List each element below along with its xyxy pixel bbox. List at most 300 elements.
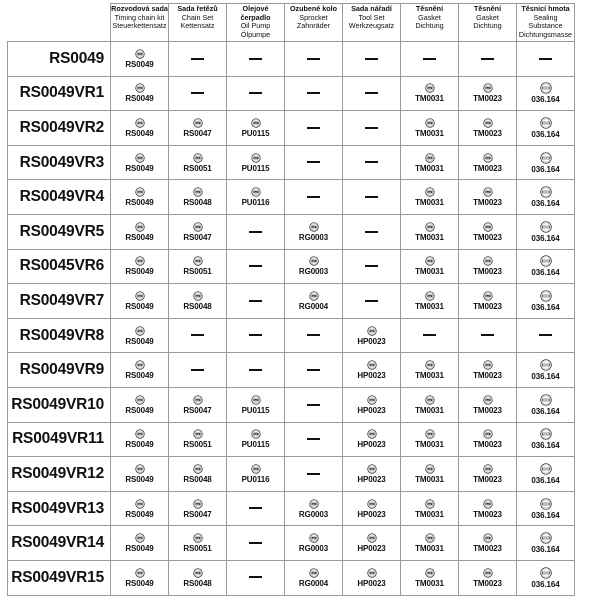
part-cell bbox=[111, 353, 169, 388]
dash-icon bbox=[249, 265, 262, 267]
part-cell bbox=[517, 180, 575, 215]
part-entry bbox=[111, 360, 168, 380]
table-row bbox=[8, 42, 575, 77]
brand-logo-icon bbox=[193, 568, 203, 578]
header-corner bbox=[8, 4, 111, 42]
brand-logo-icon bbox=[193, 187, 203, 197]
part-code: PU0116 bbox=[241, 198, 270, 208]
part-entry bbox=[227, 395, 284, 415]
part-code: HP0023 bbox=[357, 544, 386, 554]
model-code: RS0049VR8 bbox=[8, 318, 111, 353]
part-cell bbox=[285, 111, 343, 146]
part-code: 036.164 bbox=[531, 199, 560, 209]
part-cell bbox=[401, 457, 459, 492]
dash-icon bbox=[191, 58, 204, 60]
model-code: RS0049VR7 bbox=[8, 284, 111, 319]
brand-logo-icon bbox=[251, 153, 261, 163]
part-entry bbox=[111, 395, 168, 415]
part-code: RS0049 bbox=[125, 440, 154, 450]
part-code: HP0023 bbox=[357, 509, 386, 519]
part-cell bbox=[227, 387, 285, 422]
part-code: RS0049 bbox=[125, 128, 154, 138]
header-german-label: Dichtung bbox=[415, 21, 444, 31]
part-code: TM0031 bbox=[415, 301, 444, 311]
column-header-5 bbox=[343, 4, 401, 42]
part-cell bbox=[401, 76, 459, 111]
brand-logo-icon bbox=[483, 360, 493, 370]
part-entry bbox=[169, 187, 226, 207]
model-code: RS0049VR5 bbox=[8, 214, 111, 249]
dash-icon bbox=[307, 473, 320, 475]
brand-logo-icon bbox=[135, 118, 145, 128]
sealant-logo-icon bbox=[540, 359, 552, 371]
part-cell bbox=[227, 42, 285, 77]
brand-logo-icon bbox=[367, 533, 377, 543]
table-row bbox=[8, 284, 575, 319]
part-code: TM0023 bbox=[473, 94, 502, 104]
sealant-logo-icon bbox=[540, 532, 552, 544]
sealant-logo-icon bbox=[540, 255, 552, 267]
brand-logo-icon bbox=[483, 395, 493, 405]
brand-logo-icon bbox=[367, 360, 377, 370]
part-entry bbox=[517, 359, 574, 381]
model-code: RS0049VR3 bbox=[8, 145, 111, 180]
column-header-6 bbox=[401, 4, 459, 42]
dash-icon bbox=[249, 92, 262, 94]
header-czech-label: Rozvodová sada bbox=[111, 4, 168, 13]
part-code: RS0048 bbox=[183, 474, 212, 484]
dash-icon bbox=[191, 92, 204, 94]
part-cell bbox=[111, 318, 169, 353]
dash-icon bbox=[249, 231, 262, 233]
part-entry bbox=[111, 49, 168, 69]
part-cell bbox=[517, 353, 575, 388]
brand-logo-icon bbox=[425, 568, 435, 578]
part-entry bbox=[459, 360, 516, 380]
sealant-logo-icon bbox=[540, 567, 552, 579]
part-cell bbox=[227, 249, 285, 284]
part-entry bbox=[459, 291, 516, 311]
header-czech-label: Olejové čerpadlo bbox=[240, 4, 271, 22]
part-code: PU0115 bbox=[241, 163, 270, 173]
part-code: TM0023 bbox=[473, 163, 502, 173]
part-cell bbox=[285, 284, 343, 319]
table-row bbox=[8, 526, 575, 561]
brand-logo-icon bbox=[193, 464, 203, 474]
dash-icon bbox=[307, 438, 320, 440]
part-code: RS0047 bbox=[183, 405, 212, 415]
part-cell bbox=[401, 318, 459, 353]
brand-logo-icon bbox=[309, 568, 319, 578]
part-entry bbox=[459, 118, 516, 138]
dash-icon bbox=[307, 404, 320, 406]
brand-logo-icon bbox=[483, 256, 493, 266]
brand-logo-icon bbox=[483, 533, 493, 543]
part-entry bbox=[111, 83, 168, 103]
part-cell bbox=[459, 526, 517, 561]
part-entry bbox=[111, 464, 168, 484]
part-cell bbox=[227, 284, 285, 319]
part-code: TM0023 bbox=[473, 301, 502, 311]
part-entry bbox=[169, 533, 226, 553]
part-code: TM0023 bbox=[473, 371, 502, 381]
part-code: TM0031 bbox=[415, 232, 444, 242]
part-entry bbox=[285, 222, 342, 242]
part-cell bbox=[169, 111, 227, 146]
part-cell bbox=[459, 249, 517, 284]
part-entry bbox=[285, 533, 342, 553]
part-entry bbox=[227, 187, 284, 207]
part-cell bbox=[343, 318, 401, 353]
sealant-logo-icon bbox=[540, 117, 552, 129]
part-entry bbox=[343, 360, 400, 380]
part-cell bbox=[459, 145, 517, 180]
table-row bbox=[8, 491, 575, 526]
part-cell bbox=[343, 249, 401, 284]
part-code: TM0031 bbox=[415, 578, 444, 588]
table-row bbox=[8, 145, 575, 180]
dash-icon bbox=[307, 369, 320, 371]
part-code: TM0023 bbox=[473, 198, 502, 208]
part-cell bbox=[343, 180, 401, 215]
brand-logo-icon bbox=[425, 360, 435, 370]
brand-logo-icon bbox=[135, 568, 145, 578]
part-cell bbox=[401, 491, 459, 526]
part-code: TM0031 bbox=[415, 128, 444, 138]
part-cell bbox=[343, 284, 401, 319]
part-cell bbox=[459, 560, 517, 595]
part-cell bbox=[169, 457, 227, 492]
part-cell bbox=[459, 318, 517, 353]
model-code: RS0049VR12 bbox=[8, 457, 111, 492]
part-code: HP0023 bbox=[357, 336, 386, 346]
part-cell bbox=[111, 526, 169, 561]
part-entry bbox=[459, 395, 516, 415]
header-czech-label: Sada řetězů bbox=[177, 4, 218, 13]
part-entry bbox=[169, 429, 226, 449]
table-row bbox=[8, 180, 575, 215]
header-czech-label: Těsnění bbox=[473, 4, 502, 13]
brand-logo-icon bbox=[135, 499, 145, 509]
header-german-label: Zahnräder bbox=[296, 21, 331, 31]
part-code: 036.164 bbox=[531, 164, 560, 174]
brand-logo-icon bbox=[367, 326, 377, 336]
dash-icon bbox=[365, 300, 378, 302]
part-entry bbox=[343, 429, 400, 449]
part-code: RS0048 bbox=[183, 198, 212, 208]
part-code: HP0023 bbox=[357, 474, 386, 484]
part-cell bbox=[401, 284, 459, 319]
part-cell bbox=[517, 491, 575, 526]
dash-icon bbox=[365, 161, 378, 163]
table-body bbox=[8, 42, 575, 596]
brand-logo-icon bbox=[193, 118, 203, 128]
part-code: TM0031 bbox=[415, 474, 444, 484]
part-code: RS0049 bbox=[125, 301, 154, 311]
part-cell bbox=[459, 180, 517, 215]
part-entry bbox=[517, 221, 574, 243]
part-cell bbox=[111, 491, 169, 526]
part-cell bbox=[285, 422, 343, 457]
dash-icon bbox=[481, 58, 494, 60]
brand-logo-icon bbox=[367, 464, 377, 474]
part-entry bbox=[111, 187, 168, 207]
part-cell bbox=[227, 457, 285, 492]
part-entry bbox=[343, 533, 400, 553]
brand-logo-icon bbox=[193, 533, 203, 543]
sealant-logo-icon bbox=[540, 498, 552, 510]
model-code: RS0049VR9 bbox=[8, 353, 111, 388]
part-entry bbox=[343, 499, 400, 519]
part-cell bbox=[227, 353, 285, 388]
part-code: RS0049 bbox=[125, 94, 154, 104]
part-cell bbox=[459, 42, 517, 77]
brand-logo-icon bbox=[309, 533, 319, 543]
part-code: TM0023 bbox=[473, 232, 502, 242]
part-entry bbox=[111, 153, 168, 173]
part-code: TM0031 bbox=[415, 371, 444, 381]
column-header-2 bbox=[169, 4, 227, 42]
part-code: RS0049 bbox=[125, 474, 154, 484]
part-cell bbox=[285, 457, 343, 492]
brand-logo-icon bbox=[135, 153, 145, 163]
part-entry bbox=[169, 222, 226, 242]
dash-icon bbox=[539, 58, 552, 60]
part-entry bbox=[459, 499, 516, 519]
brand-logo-icon bbox=[135, 533, 145, 543]
part-entry bbox=[343, 326, 400, 346]
part-cell bbox=[517, 42, 575, 77]
part-cell bbox=[227, 111, 285, 146]
part-cell bbox=[111, 76, 169, 111]
part-cell bbox=[227, 526, 285, 561]
part-cell bbox=[169, 387, 227, 422]
part-cell bbox=[459, 387, 517, 422]
part-code: RS0047 bbox=[183, 128, 212, 138]
part-cell bbox=[343, 387, 401, 422]
brand-logo-icon bbox=[135, 429, 145, 439]
part-cell bbox=[401, 180, 459, 215]
brand-logo-icon bbox=[425, 464, 435, 474]
table-row bbox=[8, 560, 575, 595]
part-code: 036.164 bbox=[531, 475, 560, 485]
column-header-3 bbox=[227, 4, 285, 42]
part-code: RS0051 bbox=[183, 267, 212, 277]
part-cell bbox=[401, 42, 459, 77]
dash-icon bbox=[481, 334, 494, 336]
dash-icon bbox=[423, 58, 436, 60]
header-czech-label: Ozubené kolo bbox=[289, 4, 338, 13]
dash-icon bbox=[191, 369, 204, 371]
part-cell bbox=[343, 526, 401, 561]
part-cell bbox=[401, 214, 459, 249]
part-entry bbox=[401, 118, 458, 138]
model-code: RS0049VR14 bbox=[8, 526, 111, 561]
part-cell bbox=[343, 491, 401, 526]
part-entry bbox=[401, 499, 458, 519]
part-cell bbox=[111, 284, 169, 319]
sealant-logo-icon bbox=[540, 394, 552, 406]
part-cell bbox=[169, 560, 227, 595]
table-row bbox=[8, 387, 575, 422]
part-cell bbox=[401, 249, 459, 284]
dash-icon bbox=[365, 58, 378, 60]
part-code: TM0023 bbox=[473, 267, 502, 277]
part-code: RS0051 bbox=[183, 544, 212, 554]
brand-logo-icon bbox=[425, 533, 435, 543]
dash-icon bbox=[307, 127, 320, 129]
header-german-label: Ölpumpe bbox=[240, 29, 271, 39]
brand-logo-icon bbox=[425, 395, 435, 405]
part-cell bbox=[227, 214, 285, 249]
part-entry bbox=[111, 429, 168, 449]
part-entry bbox=[343, 464, 400, 484]
header-czech-label: Těsnění bbox=[415, 4, 444, 13]
model-code: RS0049VR2 bbox=[8, 111, 111, 146]
part-cell bbox=[459, 76, 517, 111]
part-cell bbox=[111, 145, 169, 180]
part-entry bbox=[227, 153, 284, 173]
part-cell bbox=[227, 422, 285, 457]
brand-logo-icon bbox=[193, 395, 203, 405]
part-cell bbox=[169, 42, 227, 77]
brand-logo-icon bbox=[483, 222, 493, 232]
part-cell bbox=[517, 249, 575, 284]
part-cell bbox=[227, 180, 285, 215]
model-code: RS0049VR1 bbox=[8, 76, 111, 111]
part-cell bbox=[285, 560, 343, 595]
part-entry bbox=[459, 187, 516, 207]
part-entry bbox=[459, 83, 516, 103]
brand-logo-icon bbox=[309, 499, 319, 509]
dash-icon bbox=[249, 300, 262, 302]
model-code: RS0049VR10 bbox=[8, 387, 111, 422]
brand-logo-icon bbox=[483, 568, 493, 578]
part-code: RG0004 bbox=[298, 578, 329, 588]
part-code: RS0049 bbox=[125, 371, 154, 381]
part-cell bbox=[111, 180, 169, 215]
brand-logo-icon bbox=[251, 464, 261, 474]
part-code: RS0048 bbox=[183, 301, 212, 311]
part-cell bbox=[401, 353, 459, 388]
brand-logo-icon bbox=[483, 464, 493, 474]
part-entry bbox=[169, 568, 226, 588]
part-entry bbox=[401, 256, 458, 276]
part-entry bbox=[459, 533, 516, 553]
part-code: 036.164 bbox=[531, 302, 560, 312]
model-code: RS0049VR13 bbox=[8, 491, 111, 526]
header-english-label: Gasket bbox=[476, 12, 499, 22]
part-code: RS0049 bbox=[125, 336, 154, 346]
part-cell bbox=[169, 422, 227, 457]
brand-logo-icon bbox=[135, 291, 145, 301]
part-cell bbox=[111, 214, 169, 249]
part-entry bbox=[459, 429, 516, 449]
part-cell bbox=[343, 457, 401, 492]
part-entry bbox=[517, 82, 574, 104]
brand-logo-icon bbox=[251, 187, 261, 197]
part-code: TM0031 bbox=[415, 163, 444, 173]
part-cell bbox=[111, 387, 169, 422]
dash-icon bbox=[249, 369, 262, 371]
part-entry bbox=[285, 568, 342, 588]
part-cell bbox=[401, 387, 459, 422]
part-cell bbox=[459, 353, 517, 388]
part-cell bbox=[343, 353, 401, 388]
part-code: RS0049 bbox=[125, 232, 154, 242]
brand-logo-icon bbox=[367, 429, 377, 439]
part-code: 036.164 bbox=[531, 233, 560, 243]
part-cell bbox=[459, 457, 517, 492]
brand-logo-icon bbox=[425, 429, 435, 439]
part-cell bbox=[401, 422, 459, 457]
part-cell bbox=[343, 145, 401, 180]
part-cell bbox=[285, 387, 343, 422]
part-entry bbox=[227, 464, 284, 484]
part-entry bbox=[285, 499, 342, 519]
part-code: 036.164 bbox=[531, 372, 560, 382]
part-cell bbox=[517, 457, 575, 492]
brand-logo-icon bbox=[483, 153, 493, 163]
brand-logo-icon bbox=[425, 499, 435, 509]
part-cell bbox=[285, 180, 343, 215]
dash-icon bbox=[307, 58, 320, 60]
part-cell bbox=[227, 491, 285, 526]
part-entry bbox=[459, 153, 516, 173]
part-code: TM0031 bbox=[415, 405, 444, 415]
part-cell bbox=[285, 214, 343, 249]
part-code: RG0003 bbox=[298, 509, 329, 519]
part-cell bbox=[343, 76, 401, 111]
part-cell bbox=[227, 318, 285, 353]
dash-icon bbox=[307, 334, 320, 336]
table-row bbox=[8, 422, 575, 457]
brand-logo-icon bbox=[425, 153, 435, 163]
brand-logo-icon bbox=[135, 395, 145, 405]
sealant-logo-icon bbox=[540, 221, 552, 233]
brand-logo-icon bbox=[135, 222, 145, 232]
part-entry bbox=[111, 291, 168, 311]
part-cell bbox=[517, 76, 575, 111]
brand-logo-icon bbox=[309, 222, 319, 232]
part-code: TM0031 bbox=[415, 267, 444, 277]
part-entry bbox=[517, 463, 574, 485]
part-cell bbox=[517, 111, 575, 146]
brand-logo-icon bbox=[135, 187, 145, 197]
part-entry bbox=[169, 395, 226, 415]
dash-icon bbox=[249, 58, 262, 60]
part-entry bbox=[517, 117, 574, 139]
dash-icon bbox=[249, 576, 262, 578]
header-english-label: Oil Pump bbox=[240, 21, 271, 31]
column-header-8 bbox=[517, 4, 575, 42]
dash-icon bbox=[307, 92, 320, 94]
part-code: TM0023 bbox=[473, 578, 502, 588]
part-entry bbox=[401, 187, 458, 207]
part-code: PU0116 bbox=[241, 474, 270, 484]
dash-icon bbox=[307, 161, 320, 163]
part-code: PU0115 bbox=[241, 440, 270, 450]
brand-logo-icon bbox=[251, 118, 261, 128]
brand-logo-icon bbox=[193, 256, 203, 266]
part-cell bbox=[285, 249, 343, 284]
part-entry bbox=[459, 568, 516, 588]
part-code: RS0049 bbox=[125, 163, 154, 173]
part-entry bbox=[285, 256, 342, 276]
brand-logo-icon bbox=[425, 187, 435, 197]
part-cell bbox=[111, 560, 169, 595]
table-row bbox=[8, 318, 575, 353]
